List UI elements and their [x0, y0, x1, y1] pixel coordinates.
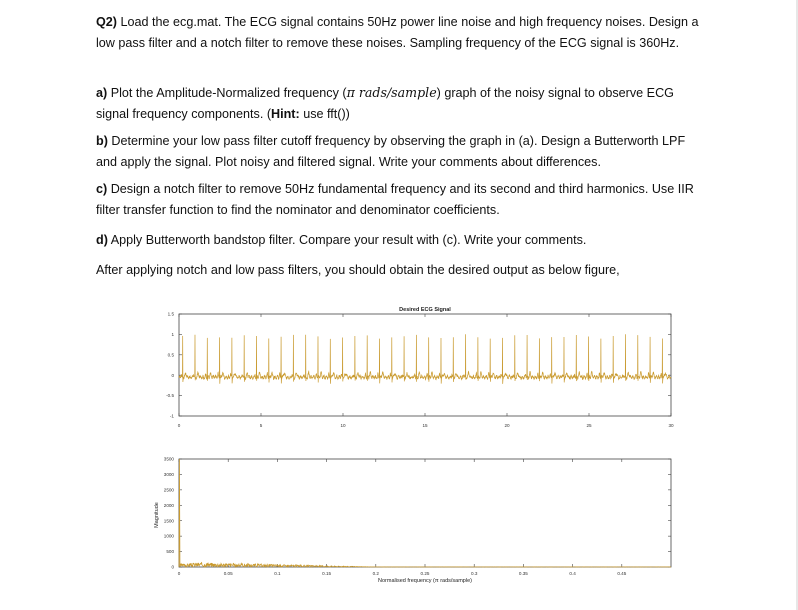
ecg-signal-chart	[150, 300, 690, 440]
fft-xtick-label: 0.35	[518, 571, 528, 576]
ecg-xtick-label: 20	[504, 423, 510, 428]
fft-xtick-label: 0.1	[274, 571, 281, 576]
ecg-xtick-label: 0	[177, 423, 181, 428]
ecg-ytick-label: 1.5	[167, 311, 174, 317]
fft-xtick-label: 0.25	[420, 571, 430, 576]
closing-text: After applying notch and low pass filters, you should obtain the desired output as below figure,	[96, 263, 620, 277]
ecg-xtick-label: 15	[422, 423, 428, 428]
closing-paragraph	[96, 260, 706, 281]
fft-ylabel: Magnitude	[154, 502, 160, 528]
part-b-paragraph	[96, 131, 706, 173]
fft-ytick-label: 500	[166, 549, 174, 555]
question-paragraph	[96, 12, 706, 54]
part-a-text-before: Plot the Amplitude-Normalized frequency (	[110, 86, 347, 100]
fft-xtick-label: 0.3	[471, 571, 478, 576]
ecg-xtick-label: 5	[259, 423, 263, 428]
part-c-paragraph	[96, 179, 706, 221]
part-c-label: c)	[96, 182, 108, 196]
ecg-plot-frame	[179, 314, 671, 416]
part-b-label: b)	[96, 134, 108, 148]
fft-ytick-label: 3500	[163, 456, 174, 462]
fft-ytick-label: 0	[171, 564, 174, 570]
part-d-text: Apply Butterworth bandstop filter. Compare your result with (c). Write your comments.	[110, 233, 587, 247]
fft-ytick-label: 2000	[163, 502, 174, 508]
fft-xtick-label: 0.05	[223, 571, 233, 576]
fft-plot-frame	[179, 459, 671, 567]
part-a-hint-text: use fft())	[303, 107, 350, 121]
ecg-ytick-label: 1	[171, 332, 174, 337]
part-a-math: π rads/sample	[346, 85, 437, 100]
ecg-xtick-label: 30	[668, 423, 674, 428]
fft-ytick-label: 1500	[163, 518, 174, 524]
magnitude-spectrum-chart	[150, 455, 690, 590]
question-label: Q2)	[96, 15, 117, 29]
part-a-label: a)	[96, 86, 108, 100]
ecg-xtick-label: 10	[340, 423, 346, 428]
fft-xlabel: Normalised frequency (π rads/sample)	[378, 578, 472, 584]
fft-xtick-label: 0.2	[372, 571, 379, 576]
part-c-text: Design a notch filter to remove 50Hz fundamental frequency and its second and third harmonics. Use IIR filter transfer function to find the nominator and denominator coefficients.	[96, 182, 694, 217]
fft-ytick-label: 3000	[163, 472, 174, 478]
fft-xtick-label: 0	[177, 571, 181, 576]
ecg-ytick-label: -0.5	[166, 393, 174, 399]
fft-xtick-label: 0.4	[569, 571, 576, 576]
ecg-ytick-label: 0.5	[167, 352, 174, 358]
part-d-paragraph	[96, 230, 706, 251]
fft-xtick-label: 0.45	[617, 571, 627, 576]
fft-ytick-label: 1000	[163, 533, 174, 539]
part-d-label: d)	[96, 233, 108, 247]
ecg-chart-title: Desired ECG Signal	[399, 307, 451, 313]
ecg-xtick-label: 25	[586, 423, 592, 428]
question-text: Load the ecg.mat. The ECG signal contains 50Hz power line noise and high frequency noises. Design a low pass filter and a notch filter to remove these noises. Sampling frequency of the ECG signal is 360Hz.	[96, 15, 699, 50]
part-b-text: Determine your low pass filter cutoff frequency by observing the graph in (a). Design a Butterworth LPF and apply the signal. Plot noisy and filtered signal. Write your comments about differences.	[96, 134, 686, 169]
part-a-text-after: ) graph of the noisy signal to observe ECG signal frequency components. (	[96, 86, 674, 121]
part-a-paragraph	[96, 82, 706, 125]
ecg-ytick-label: 0	[171, 372, 174, 378]
fft-ytick-label: 2500	[163, 487, 174, 493]
fft-xtick-label: 0.15	[322, 571, 332, 576]
part-a-hint-label: Hint:	[271, 107, 300, 121]
ecg-ytick-label: -1	[169, 413, 174, 419]
